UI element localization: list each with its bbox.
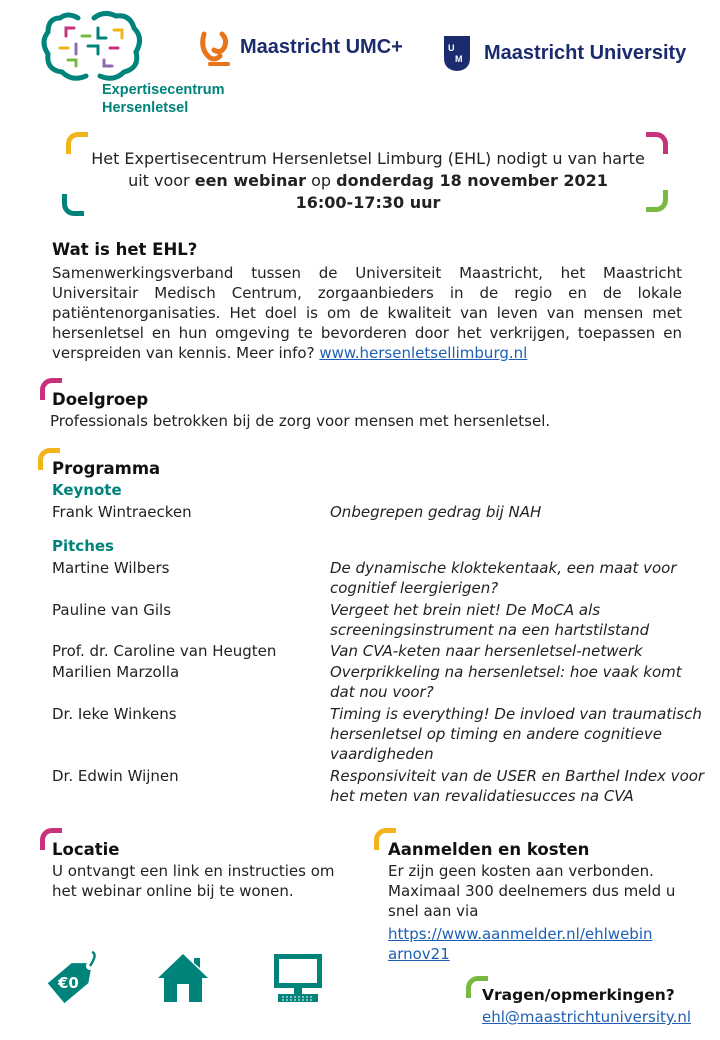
keynote-speaker: Frank Wintraecken <box>52 503 192 521</box>
computer-icon <box>272 952 326 1004</box>
aanmelden-link[interactable] <box>388 924 698 964</box>
pitch-speaker: Martine Wilbers <box>52 559 170 577</box>
pitch-speaker: Dr. Ieke Winkens <box>52 705 177 723</box>
pitch-title: De dynamische kloktekentaak, een maat voor cognitief leergierigen? <box>330 559 677 597</box>
aanmelden-text: Er zijn geen kosten aan verbonden. Maximaal 300 deelnemers dus meld u snel aan via <box>388 862 676 920</box>
umc-logo <box>198 30 430 70</box>
um-logo-text: Maastricht University <box>484 42 687 64</box>
doelgroep-heading: Doelgroep <box>52 390 149 409</box>
home-icon <box>156 952 210 1004</box>
ehl-logo-line1: Expertisecentrum <box>102 82 225 98</box>
locatie-text: U ontvangt een link en instructies om het webinar online bij te wonen. <box>52 862 335 900</box>
pitch-title: Timing is everything! De invloed van traumatisch hersenletsel op timing en andere cognitieve vaardigheden <box>330 705 702 763</box>
ehl-description <box>52 263 682 363</box>
intro-part1: Het Expertisecentrum Hersenletsel Limburg (EHL) nodigt u van harte uit voor <box>91 149 645 190</box>
intro-bold-webinar: een webinar <box>194 171 307 190</box>
intro-text <box>82 148 654 214</box>
doelgroep-text: Professionals betrokken bij de zorg voor mensen met hersenletsel. <box>50 412 551 430</box>
keynote-title: Onbegrepen gedrag bij NAH <box>330 503 542 521</box>
ehl-logo-line2: Hersenletsel <box>102 100 189 116</box>
vragen-email-link[interactable]: ehl@maastrichtuniversity.nl <box>482 1008 692 1026</box>
pitch-title: Overprikkeling na hersenletsel: hoe vaak komt dat nou voor? <box>330 663 682 701</box>
svg-text:U: U <box>448 43 455 53</box>
ehl-website-link[interactable]: www.hersenletsellimburg.nl <box>319 344 528 362</box>
pitch-speaker: Dr. Edwin Wijnen <box>52 767 179 785</box>
pitches-label: Pitches <box>52 537 114 555</box>
ehl-heading: Wat is het EHL? <box>52 240 198 259</box>
umc-flame-icon <box>198 30 236 68</box>
price-tag-label: €0 <box>58 974 79 992</box>
pitch-speaker: Marilien Marzolla <box>52 663 180 681</box>
aanmelden-link-line1: https://www.aanmelder.nl/ehlwebin <box>388 925 653 943</box>
programma-heading: Programma <box>52 459 161 478</box>
svg-text:M: M <box>455 54 463 64</box>
intro-time: 16:00-17:30 uur <box>295 193 441 212</box>
price-tag-icon <box>44 950 104 1008</box>
pitch-speaker: Prof. dr. Caroline van Heugten <box>52 642 277 660</box>
keynote-label: Keynote <box>52 481 122 499</box>
um-emblem-icon <box>442 34 472 72</box>
intro-part2: op <box>306 171 337 190</box>
pitch-speaker: Pauline van Gils <box>52 601 172 619</box>
aanmelden-link-line2: arnov21 <box>388 945 450 963</box>
um-logo <box>442 34 704 78</box>
aanmelden-heading: Aanmelden en kosten <box>388 840 590 859</box>
intro-bracket-bottom-left <box>62 194 84 216</box>
pitch-title: Vergeet het brein niet! De MoCA als screeningsinstrument na een hartstilstand <box>330 601 650 639</box>
locatie-heading: Locatie <box>52 840 120 859</box>
intro-bold-date: donderdag 18 november 2021 <box>336 171 608 190</box>
brain-network-icon <box>38 8 148 88</box>
ehl-description-text: Samenwerkingsverband tussen de Universiteit Maastricht, het Maastricht Universitair Medisch Centrum, zorgaanbieders in de regio en de lokale patiëntenorganisaties. Het doel is om de kwaliteit van leven van mensen met hersenletsel en hun omgeving te bevorderen door het verkrijgen, toepassen en verspreiden van kennis. Meer info? <box>52 264 682 362</box>
pitch-title: Van CVA-keten naar hersenletsel-netwerk <box>330 642 643 660</box>
umc-logo-text: Maastricht UMC+ <box>240 36 403 58</box>
pitch-title: Responsiviteit van de USER en Barthel Index voor het meten van revalidatiesucces na CVA <box>330 767 705 805</box>
vragen-heading: Vragen/opmerkingen? <box>482 986 675 1004</box>
